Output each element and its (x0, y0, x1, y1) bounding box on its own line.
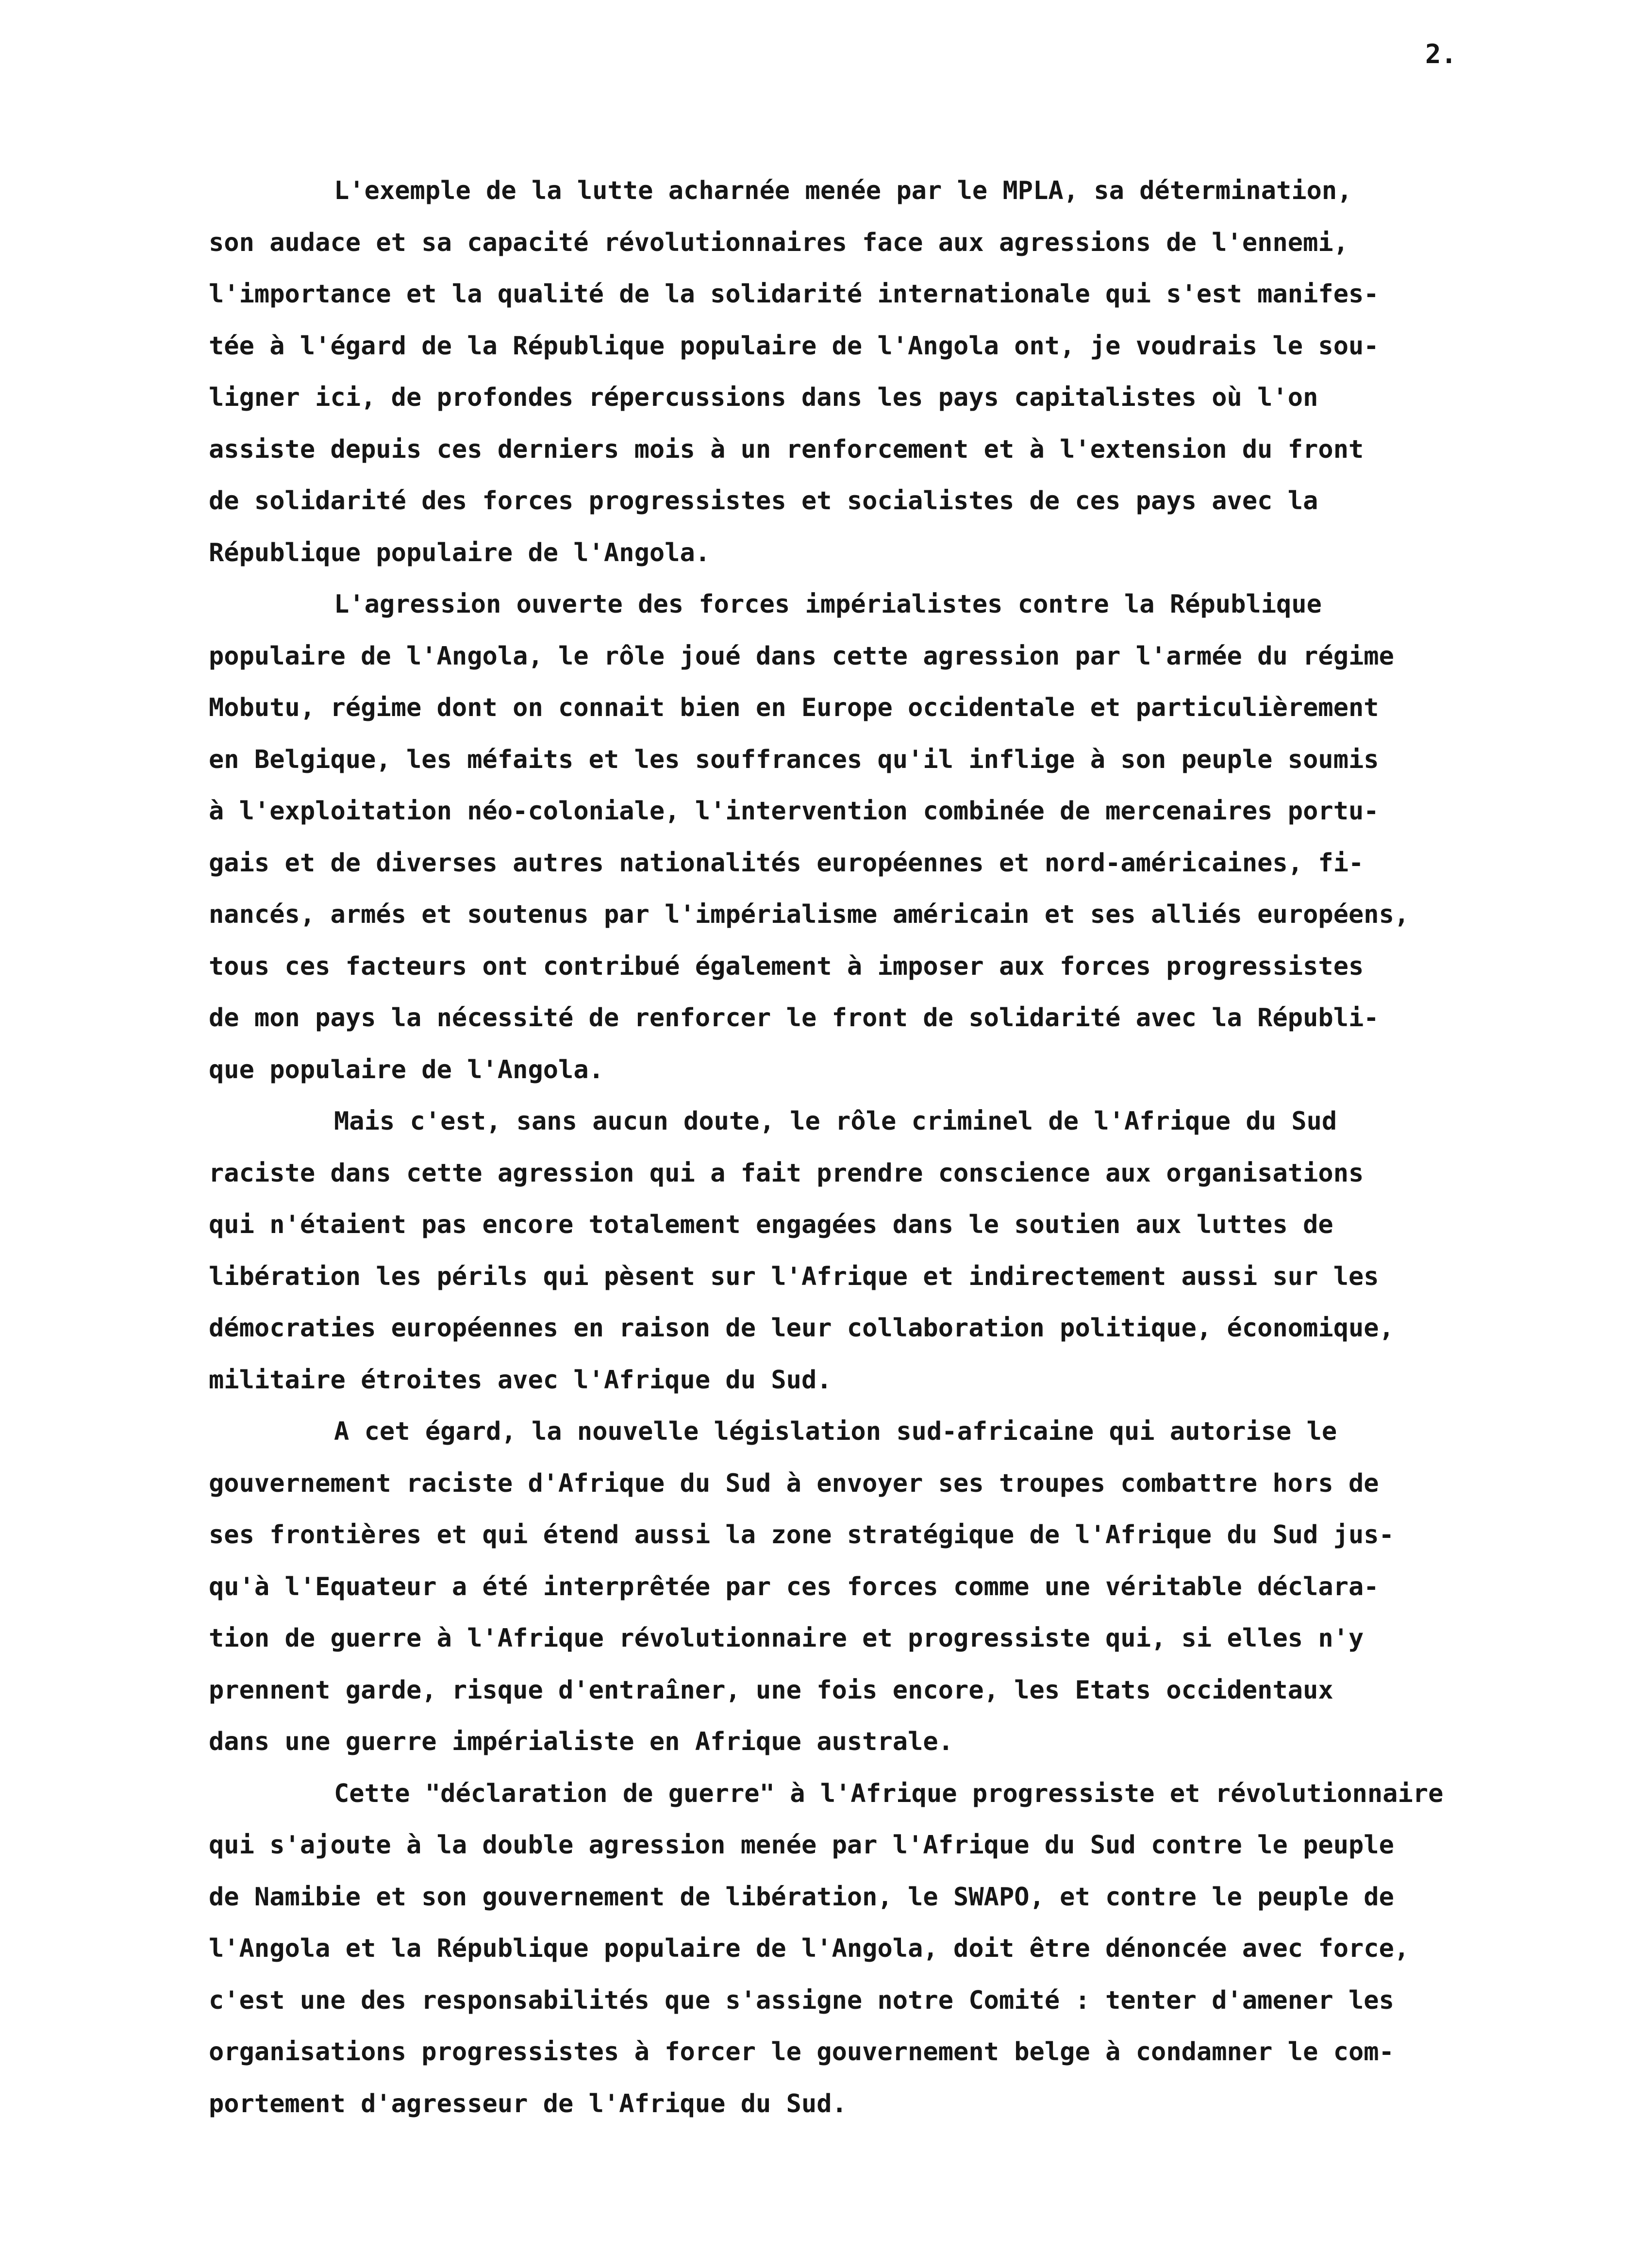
text-line: militaire étroites avec l'Afrique du Sud. (209, 1366, 832, 1395)
text-line: de mon pays la nécessité de renforcer le front de solidarité avec la Républi- (209, 1003, 1379, 1033)
text-line: A cet égard, la nouvelle législation sud-africaine qui autorise le (334, 1417, 1337, 1446)
text-line: L'agression ouverte des forces impérialistes contre la République (334, 590, 1322, 619)
text-line: de solidarité des forces progressistes et socialistes de ces pays avec la (209, 486, 1318, 516)
text-line: qui s'ajoute à la double agression menée par l'Afrique du Sud contre le peuple (209, 1831, 1394, 1860)
text-line: l'importance et la qualité de la solidarité internationale qui s'est manifes- (209, 280, 1379, 309)
text-line: raciste dans cette agression qui a fait prendre conscience aux organisations (209, 1159, 1364, 1188)
text-line: tion de guerre à l'Afrique révolutionnaire et progressiste qui, si elles n'y (209, 1624, 1364, 1653)
text-line: nancés, armés et soutenus par l'impérialisme américain et ses alliés européens, (209, 900, 1410, 929)
text-line: tous ces facteurs ont contribué également à imposer aux forces progressistes (209, 952, 1364, 981)
text-line: son audace et sa capacité révolutionnaires face aux agressions de l'ennemi, (209, 228, 1348, 257)
text-line: en Belgique, les méfaits et les souffrances qu'il inflige à son peuple soumis (209, 745, 1379, 774)
text-line: à l'exploitation néo-coloniale, l'intervention combinée de mercenaires portu- (209, 797, 1379, 826)
text-line: prennent garde, risque d'entraîner, une fois encore, les Etats occidentaux (209, 1676, 1333, 1705)
text-line: libération les périls qui pèsent sur l'Afrique et indirectement aussi sur les (209, 1262, 1379, 1291)
text-line: ligner ici, de profondes répercussions dans les pays capitalistes où l'on (209, 383, 1318, 412)
text-line: organisations progressistes à forcer le gouvernement belge à condamner le com- (209, 2037, 1394, 2067)
text-line: portement d'agresseur de l'Afrique du Sud. (209, 2089, 847, 2118)
text-line: que populaire de l'Angola. (209, 1055, 604, 1084)
text-line: qui n'étaient pas encore totalement engagées dans le soutien aux luttes de (209, 1210, 1333, 1239)
text-line: l'Angola et la République populaire de l'Angola, doit être dénoncée avec force, (209, 1934, 1410, 1963)
text-line: Mobutu, régime dont on connait bien en Europe occidentale et particulièrement (209, 693, 1379, 722)
text-line: dans une guerre impérialiste en Afrique australe. (209, 1727, 954, 1756)
text-line: assiste depuis ces derniers mois à un renforcement et à l'extension du front (209, 435, 1364, 464)
text-line: gais et de diverses autres nationalités européennes et nord-américaines, fi- (209, 849, 1364, 878)
text-line: tée à l'égard de la République populaire de l'Angola ont, je voudrais le sou- (209, 332, 1379, 361)
text-line: qu'à l'Equateur a été interprêtée par ces forces comme une véritable déclara- (209, 1572, 1379, 1601)
text-line: Cette "déclaration de guerre" à l'Afrique progressiste et révolutionnaire (334, 1779, 1444, 1808)
text-line: populaire de l'Angola, le rôle joué dans cette agression par l'armée du régime (209, 642, 1394, 671)
text-line: Mais c'est, sans aucun doute, le rôle criminel de l'Afrique du Sud (334, 1107, 1337, 1136)
text-line: L'exemple de la lutte acharnée menée par le MPLA, sa détermination, (334, 176, 1352, 205)
text-line: démocraties européennes en raison de leur collaboration politique, économique, (209, 1314, 1394, 1343)
text-line: République populaire de l'Angola. (209, 538, 711, 567)
text-line: c'est une des responsabilités que s'assigne notre Comité : tenter d'amener les (209, 1986, 1394, 2015)
text-line: ses frontières et qui étend aussi la zone stratégique de l'Afrique du Sud jus- (209, 1520, 1394, 1550)
text-line: gouvernement raciste d'Afrique du Sud à envoyer ses troupes combattre hors de (209, 1469, 1379, 1498)
page-number: 2. (1425, 39, 1457, 69)
text-line: de Namibie et son gouvernement de libération, le SWAPO, et contre le peuple de (209, 1883, 1394, 1912)
